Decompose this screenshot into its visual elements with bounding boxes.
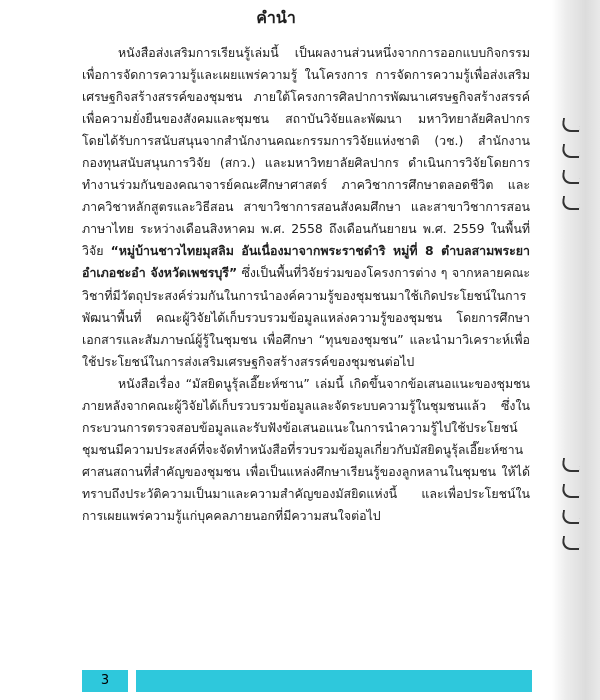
paragraph-1-text-before: หนังสือส่งเสริมการเรียนรู้เล่มนี้ เป็นผลงานส่วนหนึ่งจากการออกแบบกิจกรรมเพื่อการจัดการความรู้และเผยแพร่ความรู้ ในโครงการ การจัดการความรู้เพื่อส่งเสริมเศรษฐกิจสร้างสรรค์ของชุมชน ภายใต้โครงการศิลปาการพัฒนาเศรษฐกิจสร้างสรรค์เพื่อความยั่งยืนของสังคมและชุมชน สถาบันวิจัยและพัฒนา มหาวิทยาลัยศิลปากร โดยได้รับการสนับสนุนจากสำนักงานคณะกรรมการวิจัยแห่งชาติ (วช.) สำนักงานกองทุนสนับสนุนการวิจัย (สกว.) และมหาวิทยาลัยศิลปากร ดำเนินการวิจัยโดยการทำงานร่วมกันของคณาจารย์คณะศึกษาศาสตร์ ภาควิชาการศึกษาตลอดชีวิต และภาควิชาหลักสูตรและวิธีสอน สาขาวิชาการสอนสังคมศึกษา และสาขาวิชาการสอนภาษาไทย ระหว่างเดือนสิงหาคม พ.ศ. 2558 ถึงเดือนกันยายน พ.ศ. 2559 ในพื้นที่วิจัย [82, 45, 530, 259]
binding-rings-bottom [562, 458, 588, 562]
binding-ring-icon [561, 484, 581, 498]
paragraph-1-text-after: ซึ่งเป็นพื้นที่วิจัยร่วมของโครงการต่าง ๆ จากหลายคณะวิชาที่มีวัตถุประสงค์ร่วมกันในการนำองค์ความรู้ของชุมชนมาใช้เกิดประโยชน์ในการพัฒนาพื้นที่ คณะผู้วิจัยได้เก็บรวบรวมข้อมูลแหล่งความรู้ของชุมชน โดยการศึกษาเอกสารและสัมภาษณ์ผู้รู้ในชุมชน เพื่อศึกษา “ทุนของชุมชน” และนำมาวิเคราะห์เพื่อใช้ประโยชน์ในการส่งเสริมเศรษฐกิจสร้างสรรค์ของชุมชนต่อไป [82, 265, 530, 369]
preface-paragraph-2: หนังสือเรื่อง “มัสยิดนูรุ้ลเอี๊ยะห์ซาน” เล่มนี้ เกิดขึ้นจากข้อเสนอแนะของชุมชน ภายหลังจากคณะผู้วิจัยได้เก็บรวบรวมข้อมูลและจัดระบบความรู้ในชุมชนแล้ว ซึ่งในกระบวนการตรวจสอบข้อมูลและรับฟังข้อเสนอแนะในการนำความรู้ไปใช้ประโยชน์ ชุมชนมีความประสงค์ที่จะจัดทำหนังสือที่รวบรวมข้อมูลเกี่ยวกับมัสยิดนูรุ้ลเอี๊ยะห์ซาน ศาสนสถานที่สำคัญของชุมชน เพื่อเป็นแหล่งศึกษาเรียนรู้ของลูกหลานในชุมชน ให้ได้ทราบถึงประวัติความเป็นมาและความสำคัญของมัสยิดแห่งนี้ และเพื่อประโยชน์ในการเผยแพร่ความรู้แก่บุคคลภายนอกที่มีความสนใจต่อไป [82, 375, 530, 523]
binding-ring-icon [561, 510, 581, 524]
binding-ring-icon [561, 170, 581, 184]
binding-ring-icon [561, 196, 581, 210]
research-area-name: “หมู่บ้านชาวไทยมุสลิม อันเนื่องมาจากพระราชดำริ หมู่ที่ 8 ตำบลสามพระยา อำเภอชะอำ จังหวัดเพชรบุรี” [82, 243, 530, 281]
binding-rings-top [562, 118, 588, 222]
binding-ring-icon [561, 118, 581, 132]
page-title: คำนำ [256, 8, 296, 27]
preface-body [82, 42, 530, 527]
page-number: 3 [82, 670, 128, 692]
preface-paragraph-1 [82, 42, 530, 373]
binding-ring-icon [561, 144, 581, 158]
page-edge-shadow [552, 0, 600, 700]
binding-ring-icon [561, 458, 581, 472]
footer-bar [136, 670, 532, 692]
binding-ring-icon [561, 536, 581, 550]
